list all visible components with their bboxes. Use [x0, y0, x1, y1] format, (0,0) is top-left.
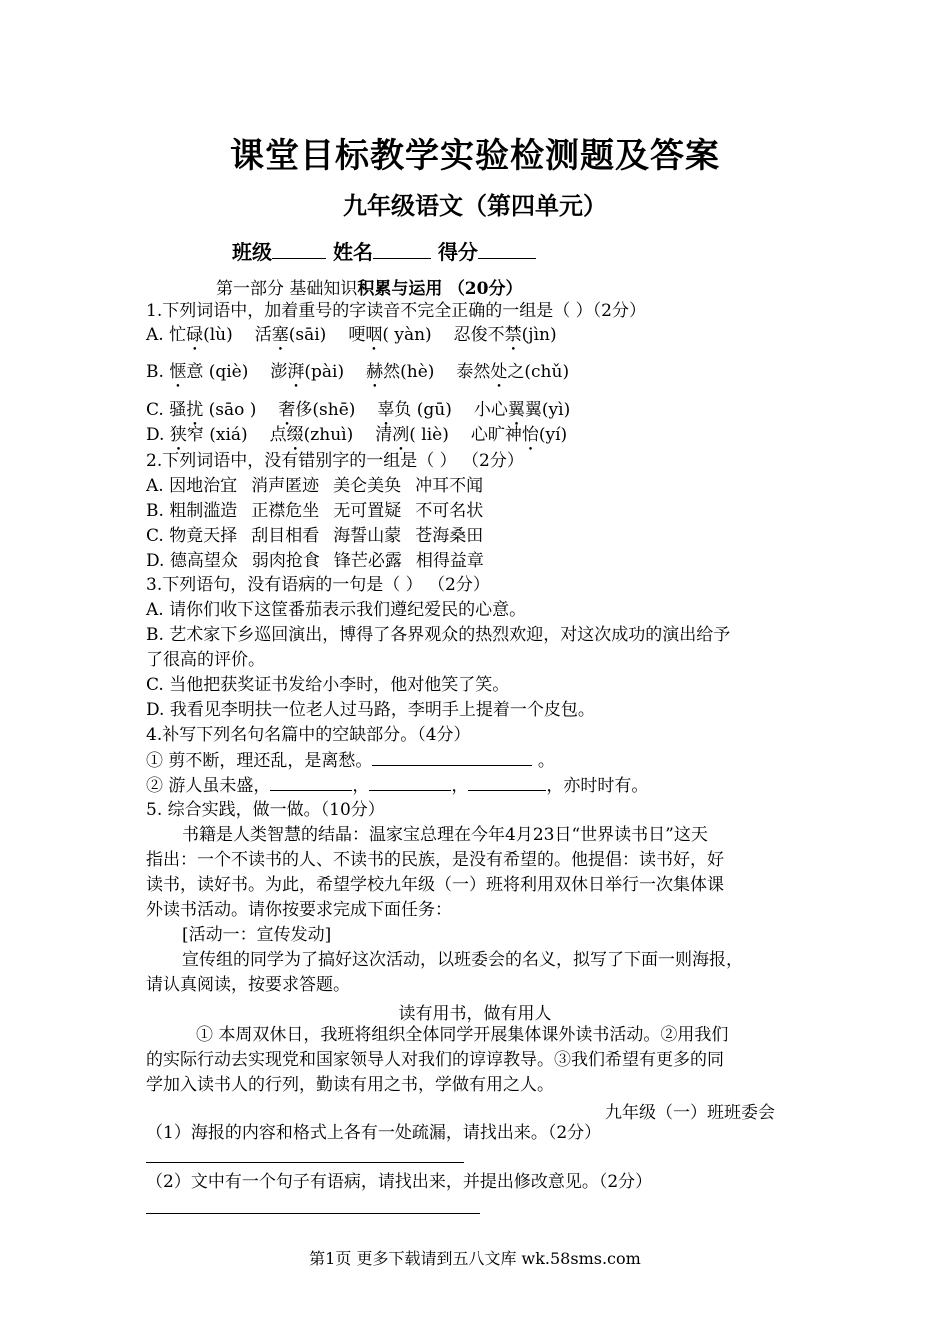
fill-blank[interactable]	[369, 774, 451, 791]
name-label: 姓名	[332, 240, 373, 264]
q1-option-c: C. 骚扰 (sāo ) 奢侈(shē) 辜负 (gū) 小心翼翼(yì)	[146, 400, 571, 420]
q3-option-d: D. 我看见李明扶一位老人过马路，李明手上提着一个皮包。	[146, 700, 595, 720]
q3-option-b-cont: 了很高的评价。	[146, 650, 265, 670]
q5-paragraph-line: 外读书活动。请你按要求完成下面任务：	[146, 900, 452, 920]
q2-stem: 2.下列词语中，没有错别字的一组是（ ） （2分）	[146, 451, 524, 471]
class-blank[interactable]	[272, 242, 326, 259]
poster-signature: 九年级（一）班班委会	[605, 1103, 775, 1123]
q3-option-a: A. 请你们收下这筐番茄表示我们遵纪爱民的心意。	[146, 600, 527, 620]
class-label: 班级	[232, 240, 272, 264]
q2-option-d: D. 德高望众 弱肉抢食 锋芒必露 相得益章	[146, 551, 484, 571]
fill-blank[interactable]	[468, 774, 546, 791]
part-heading: 第一部分 基础知识积累与运用 （20分）	[216, 279, 523, 299]
document-title: 课堂目标教学实验检测题及答案	[230, 136, 720, 176]
poster-title: 读有用书，做有用人	[398, 1004, 552, 1024]
q1-option-d: D. 狭窄 (xiá) 点缀(zhuì) 清冽( liè) 心旷神怡(yí)	[146, 425, 568, 445]
q5-paragraph-line: 请认真阅读，按要求答题。	[146, 975, 350, 995]
q2-option-a: A. 因地治宜 消声匿迹 美仑美奂 冲耳不闻	[146, 476, 484, 496]
q1-stem: 1.下列词语中，加着重号的字读音不完全正确的一组是（ ）（2分）	[146, 301, 646, 321]
fill-blank[interactable]	[270, 774, 352, 791]
q3-stem: 3.下列语句，没有语病的一句是（ ） （2分）	[146, 575, 490, 595]
q3-option-b: B. 艺术家下乡巡回演出，博得了各界观众的热烈欢迎，对这次成功的演出给予	[146, 625, 731, 645]
q2-option-b: B. 粗制滥造 正襟危坐 无可置疑 不可名状	[146, 501, 484, 521]
score-blank[interactable]	[478, 242, 536, 259]
answer-line[interactable]	[146, 1162, 464, 1163]
q4-stem: 4.补写下列名句名篇中的空缺部分。（4分）	[146, 725, 471, 745]
score-label: 得分	[437, 240, 478, 264]
fill-blank[interactable]	[372, 749, 532, 766]
q5-paragraph-line: 读书，读好书。为此，希望学校九年级（一）班将利用双休日举行一次集体课	[146, 875, 724, 895]
poster-line: ① 本周双休日，我班将组织全体同学开展集体课外读书活动。②用我们	[196, 1025, 729, 1045]
q1-option-a: A. 忙碌(lù) 活塞(sāi) 哽咽( yàn) 忍俊不禁(jìn)	[146, 325, 557, 345]
student-info-line	[232, 236, 536, 265]
q4-line-2: ② 游人虽未盛， ， ， ，亦时时有。	[146, 776, 649, 796]
document-subtitle: 九年级语文（第四单元）	[343, 191, 607, 220]
name-blank[interactable]	[373, 242, 431, 259]
activity-heading: [活动一：宣传发动]	[182, 925, 332, 945]
answer-line[interactable]	[146, 1213, 480, 1214]
q5-subquestion-2: （2）文中有一个句子有语病，请找出来，并提出修改意见。（2分）	[146, 1172, 653, 1192]
page-footer: 第1页 更多下载请到五八文库 wk.58sms.com	[309, 1249, 641, 1268]
q5-paragraph-line: 指出：一个不读书的人、不读书的民族，是没有希望的。他提倡：读书好，好	[146, 850, 724, 870]
q2-option-c: C. 物竟天择 刮目相看 海誓山蒙 苍海桑田	[146, 526, 484, 546]
q5-paragraph-line: 书籍是人类智慧的结晶：温家宝总理在今年4月23日“世界读书日”这天	[182, 825, 708, 845]
poster-line: 的实际行动去实现党和国家领导人对我们的谆谆教导。③我们希望有更多的同	[146, 1050, 724, 1070]
q1-option-b: B. 惬意 (qiè) 澎湃(pài) 赫然(hè) 泰然处之(chǔ)	[146, 362, 570, 382]
q5-stem: 5. 综合实践，做一做。（10分）	[146, 800, 385, 820]
q5-paragraph-line: 宣传组的同学为了搞好这次活动，以班委会的名义，拟写了下面一则海报，	[182, 950, 743, 970]
q3-option-c: C. 当他把获奖证书发给小李时，他对他笑了笑。	[146, 675, 510, 695]
poster-line: 学加入读书人的行列，勤读有用之书，学做有用之人。	[146, 1075, 554, 1095]
q4-line-1: ① 剪不断，理还乱，是离愁。 。	[146, 751, 555, 771]
q5-subquestion-1: （1）海报的内容和格式上各有一处疏漏，请找出来。（2分）	[146, 1123, 602, 1143]
